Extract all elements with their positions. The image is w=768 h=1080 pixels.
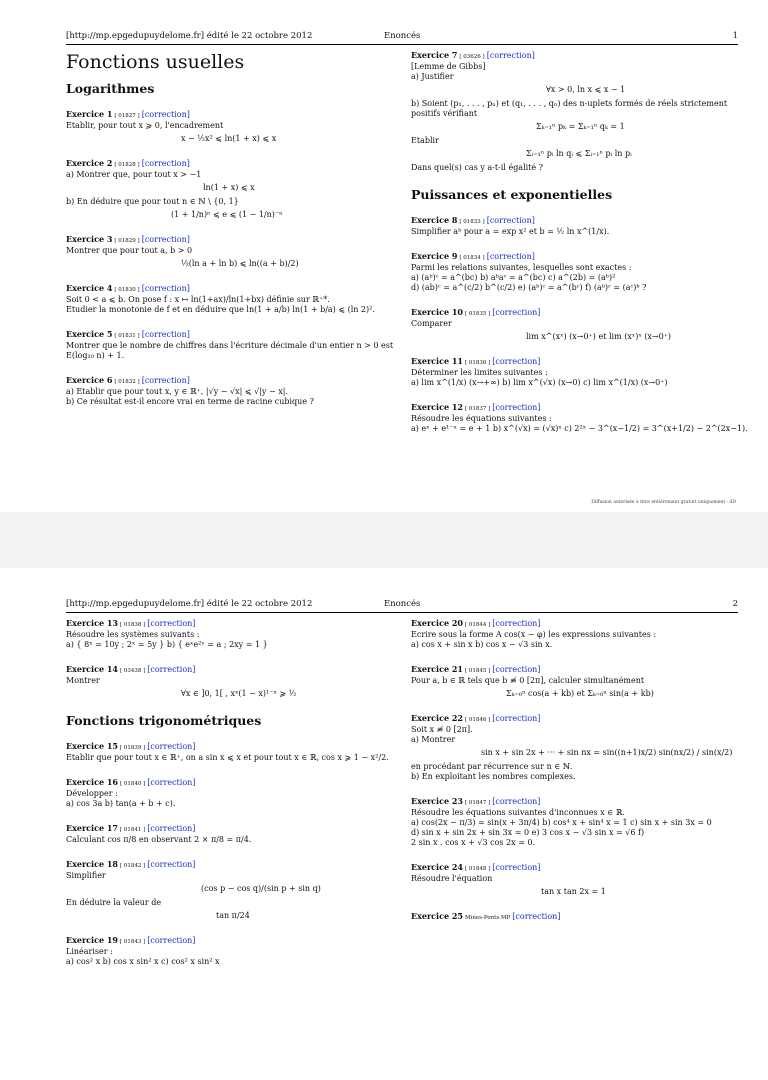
text-line: a) Justifier — [411, 72, 454, 81]
exercise — [66, 823, 384, 845]
exercise-ref: [ 01831 ] — [114, 333, 140, 339]
exercise-title: Exercice 12 — [411, 402, 463, 412]
exercise — [411, 402, 748, 434]
page-header — [66, 30, 738, 45]
exercise-ref: [ 01846 ] — [464, 717, 491, 723]
exercise-ref: [ 01848 ] — [464, 866, 491, 872]
exercise-title: Exercice 20 — [411, 618, 463, 628]
exercise-header — [66, 329, 384, 341]
text-line: Déterminer les limites suivantes : — [411, 368, 548, 377]
exercise — [66, 234, 384, 269]
formula: lim x^(xˣ) (x→0⁺) et lim (xˣ)ˣ (x→0⁺) — [526, 332, 672, 341]
page-2 — [0, 568, 768, 1080]
exercise-ref: [ 01847 ] — [464, 800, 491, 806]
text-line: Etablir — [411, 136, 439, 145]
text-line: d) sin x + sin 2x + sin 3x = 0 e) 3 cos x − √3 sin x = √6 f) — [411, 828, 645, 837]
exercise-ref: [ 01830 ] — [114, 287, 140, 293]
exercise — [66, 664, 384, 699]
exercise-header — [66, 283, 384, 295]
exercise-ref: [ 01835 ] — [464, 311, 491, 317]
correction-link[interactable]: [correction] — [147, 860, 196, 869]
exercise-title: Exercice 16 — [66, 777, 118, 787]
formula: (cos p − cos q)/(sin p + sin q) — [201, 884, 321, 893]
footer-note: Diffusion autorisée à titre entièrement gratuit uniquement - dD — [591, 500, 736, 505]
text-line: a) cos 3a b) tan(a + b + c). — [66, 799, 176, 808]
exercise-header — [411, 713, 729, 725]
exercise — [411, 713, 733, 782]
exercise — [411, 356, 729, 388]
exercise-header — [411, 618, 729, 630]
formula: Σᵢ₌₁ⁿ pᵢ ln qᵢ ⩽ Σᵢ₌₁ⁿ pᵢ ln pᵢ — [526, 149, 632, 158]
exercise — [66, 329, 394, 361]
text-line: Résoudre l'équation — [411, 874, 493, 883]
formula: ln(1 + x) ⩽ x — [203, 183, 255, 192]
exercise — [411, 251, 729, 293]
text-line: en procédant par récurrence sur n ∈ ℕ. — [411, 762, 573, 771]
exercise-title: Exercice 9 — [411, 251, 458, 261]
exercise-title: Exercice 8 — [411, 215, 458, 225]
exercise-ref: [ 01844 ] — [464, 622, 491, 628]
correction-link[interactable]: [correction] — [492, 665, 541, 674]
formula: ∀x ∈ ]0, 1[ , xˣ(1 − x)¹⁻ˣ ⩾ ½ — [181, 689, 297, 698]
exercise-header — [66, 158, 384, 170]
correction-link[interactable]: [correction] — [147, 936, 196, 945]
correction-link[interactable]: [correction] — [492, 863, 541, 872]
exercise-title: Exercice 14 — [66, 664, 118, 674]
exercise-title: Exercice 25 — [411, 911, 463, 921]
correction-link[interactable]: [correction] — [486, 252, 535, 261]
text-line: b) Soient (p₁, . . . , pₙ) et (q₁, . . . , qₙ) des n-uplets formés de réels strictement — [411, 99, 728, 108]
exercise-ref: [ 01827 ] — [114, 113, 140, 119]
exercise-title: Exercice 2 — [66, 158, 113, 168]
correction-link[interactable]: [correction] — [141, 159, 190, 168]
formula: tan π/24 — [216, 911, 250, 920]
exercise-header — [411, 50, 729, 62]
exercise — [411, 618, 729, 650]
exercise-ref: [ 01836 ] — [464, 360, 491, 366]
exercise-header — [66, 375, 384, 387]
exercise-title: Exercice 7 — [411, 50, 458, 60]
exercise — [66, 935, 384, 967]
formula: tan x tan 2x = 1 — [541, 887, 606, 896]
page-number: 1 — [732, 31, 738, 41]
text-line: a) Etablir que pour tout x, y ∈ ℝ⁺, |√y − √x| ⩽ √|y − x|. — [66, 387, 288, 396]
exercise-header — [66, 109, 384, 121]
exercise — [66, 158, 384, 220]
text-line: Etablir que pour tout x ∈ ℝ⁺, on a sin x ⩽ x et pour tout x ∈ ℝ, cos x ⩾ 1 − x²/2. — [66, 753, 389, 762]
exercise-header — [411, 307, 729, 319]
correction-link[interactable]: [correction] — [141, 330, 190, 339]
correction-link[interactable]: [correction] — [492, 357, 541, 366]
exercise-title: Exercice 6 — [66, 375, 113, 385]
exercise-header — [411, 664, 729, 676]
text-line: Résoudre les équations suivantes : — [411, 414, 552, 423]
exercise-title: Exercice 22 — [411, 713, 463, 723]
correction-link[interactable]: [correction] — [141, 235, 190, 244]
exercise-ref: [ 01833 ] — [459, 219, 485, 225]
text-line: positifs vérifiant — [411, 109, 478, 118]
exercise — [66, 741, 389, 763]
text-line: a) cos(2x − π/3) = sin(x + 3π/4) b) cos⁴ x + sin⁴ x = 1 c) sin x + sin 3x = 0 — [411, 818, 712, 827]
page-header — [66, 598, 738, 613]
exercise-header — [411, 402, 729, 414]
exercise-header — [66, 741, 384, 753]
correction-link[interactable]: [correction] — [147, 619, 196, 628]
exercise-ref: [ 01837 ] — [464, 406, 491, 412]
correction-link[interactable]: [correction] — [492, 308, 541, 317]
exercise-ref: [ 01842 ] — [119, 863, 146, 869]
exercise-ref: [ 01838 ] — [119, 622, 146, 628]
exercise-title: Exercice 10 — [411, 307, 463, 317]
text-line: [Lemme de Gibbs] — [411, 62, 486, 71]
exercise-header — [66, 618, 384, 630]
text-line: a) Montrer — [411, 735, 456, 744]
text-line: Soit 0 < a ⩽ b. On pose f : x ↦ ln(1+ax)/ln(1+bx) définie sur ℝ⁺*. — [66, 295, 330, 304]
exercise-title: Exercice 13 — [66, 618, 118, 628]
formula: x − ½x² ⩽ ln(1 + x) ⩽ x — [181, 134, 277, 143]
correction-link[interactable]: [correction] — [147, 665, 196, 674]
text-line: E(log₁₀ n) + 1. — [66, 351, 125, 360]
exercise-title: Exercice 11 — [411, 356, 463, 366]
exercise-ref: [ 01841 ] — [119, 827, 146, 833]
correction-link[interactable]: [correction] — [486, 216, 535, 225]
exercise-title: Exercice 5 — [66, 329, 113, 339]
exercise-ref: [ 01832 ] — [114, 379, 140, 385]
text-line: b) En déduire que pour tout n ∈ ℕ \ {0, 1} — [66, 197, 239, 206]
correction-link[interactable]: [correction] — [492, 714, 541, 723]
formula: Σₖ₌₀ⁿ cos(a + kb) et Σₖ₌₀ⁿ sin(a + kb) — [506, 689, 654, 698]
exercise-title: Exercice 21 — [411, 664, 463, 674]
right-column — [411, 50, 748, 448]
exercise-title: Exercice 4 — [66, 283, 113, 293]
text-line: b) En exploitant les nombres complexes. — [411, 772, 576, 781]
correction-link[interactable]: [correction] — [492, 797, 541, 806]
exercise-header — [66, 777, 384, 789]
exercise — [66, 375, 384, 407]
text-line: Montrer que pour tout a, b > 0 — [66, 246, 193, 255]
exercise-ref: [ 03626 ] — [459, 54, 485, 60]
exercise-title: Exercice 3 — [66, 234, 113, 244]
exercise-ref: [ 01834 ] — [459, 255, 485, 261]
exercise-title: Exercice 17 — [66, 823, 118, 833]
text-line: Résoudre les équations suivantes d'inconnues x ∈ ℝ. — [411, 808, 625, 817]
correction-link[interactable]: [correction] — [512, 912, 561, 921]
page-1 — [0, 0, 768, 512]
section-title: Logarithmes — [66, 81, 155, 96]
exercise — [66, 283, 384, 315]
exercise-header — [66, 935, 384, 947]
exercise-header — [411, 862, 729, 874]
formula: Σₖ₌₁ⁿ pₖ = Σₖ₌₁ⁿ qₖ = 1 — [536, 122, 625, 131]
exercise — [66, 109, 384, 144]
text-line: Soit x ≢ 0 [2π]. — [411, 725, 473, 734]
exercise-title: Exercice 24 — [411, 862, 463, 872]
left-column — [66, 50, 394, 421]
text-line: a) lim x^(1/x) (x→+∞) b) lim x^(√x) (x→0) c) lim x^(1/x) (x→0⁺) — [411, 378, 668, 387]
exercise — [411, 796, 729, 848]
exercise-ref: [ 01829 ] — [114, 238, 140, 244]
header-center: Enoncés — [384, 599, 421, 609]
text-line: Linéariser : — [66, 947, 113, 956]
header-url[interactable]: [http://mp.epgedupuydelome.fr] édité le 22 octobre 2012 — [66, 31, 313, 41]
exercise-ref: [ 03438 ] — [119, 668, 146, 674]
exercise-title: Exercice 15 — [66, 741, 118, 751]
exercise-ref: Mines-Ponts MP — [464, 915, 511, 921]
exercise-header — [66, 234, 384, 246]
text-line: Etablir, pour tout x ⩾ 0, l'encadrement — [66, 121, 224, 130]
exercise-ref: [ 01840 ] — [119, 781, 146, 787]
section-title: Fonctions trigonométriques — [66, 713, 262, 728]
text-line: En déduire la valeur de — [66, 898, 162, 907]
left-column — [66, 618, 389, 981]
text-line: b) Ce résultat est-il encore vrai en terme de racine cubique ? — [66, 397, 314, 406]
text-line: Comparer — [411, 319, 452, 328]
text-line: Calculant cos π/8 en observant 2 × π/8 = π/4. — [66, 835, 252, 844]
exercise — [66, 859, 384, 921]
text-line: a) (aᵇ)ᶜ = a^(bc) b) aᵇaᶜ = a^(bc) c) a^(2b) = (aᵇ)² — [411, 273, 616, 282]
exercise — [411, 862, 729, 897]
correction-link[interactable]: [correction] — [492, 403, 541, 412]
correction-link[interactable]: [correction] — [147, 778, 196, 787]
text-line: Montrer — [66, 676, 100, 685]
text-line: a) cos² x b) cos x sin² x c) cos² x sin² x — [66, 957, 220, 966]
text-line: Pour a, b ∈ ℝ tels que b ≢ 0 [2π], calculer simultanément — [411, 676, 645, 685]
correction-link[interactable]: [correction] — [141, 110, 190, 119]
text-line: d) (ab)ᶜ = a^(c/2) b^(c/2) e) (aᵇ)ᶜ = a^(bᶜ) f) (aᵇ)ᶜ = (aᶜ)ᵇ ? — [411, 283, 647, 292]
page-title: Fonctions usuelles — [66, 51, 245, 73]
exercise-ref: [ 01839 ] — [119, 745, 146, 751]
text-line: a) Montrer que, pour tout x > −1 — [66, 170, 202, 179]
correction-link[interactable]: [correction] — [492, 619, 541, 628]
exercise-header — [411, 911, 729, 923]
exercise-header — [411, 215, 729, 227]
exercise-ref: [ 01845 ] — [464, 668, 491, 674]
text-line: Simplifier aᵇ pour a = exp x² et b = ½ ln x^(1/x). — [411, 227, 610, 236]
page-number: 2 — [732, 599, 738, 609]
text-line: Développer : — [66, 789, 118, 798]
text-line: Etudier la monotonie de f et en déduire que ln(1 + a/b) ln(1 + b/a) ⩽ (ln 2)². — [66, 305, 375, 314]
exercise-header — [411, 251, 729, 263]
header-center: Enoncés — [384, 31, 421, 41]
text-line: Montrer que le nombre de chiffres dans l'écriture décimale d'un entier n > 0 est — [66, 341, 394, 350]
exercise-header — [411, 356, 729, 368]
exercise-title: Exercice 19 — [66, 935, 118, 945]
exercise-header — [66, 664, 384, 676]
exercise — [66, 618, 384, 650]
text-line: a) { 8ˣ = 10y ; 2ˣ = 5y } b) { eˣe²ʸ = a ; 2xy = 1 } — [66, 640, 268, 649]
exercise — [411, 664, 729, 699]
text-line: Ecrire sous la forme A cos(x − φ) les expressions suivantes : — [411, 630, 657, 639]
header-url[interactable]: [http://mp.epgedupuydelome.fr] édité le 22 octobre 2012 — [66, 599, 313, 609]
exercise — [411, 911, 729, 923]
exercise — [411, 307, 729, 342]
text-line: a) eˣ + e¹⁻ˣ = e + 1 b) x^(√x) = (√x)ˣ c) 2²ˣ − 3^(x−1/2) = 3^(x+1/2) − 2^(2x−1). — [411, 424, 748, 433]
text-line: 2 sin x . cos x + √3 cos 2x = 0. — [411, 838, 536, 847]
text-line: a) cos x + sin x b) cos x − √3 sin x. — [411, 640, 553, 649]
page-gap — [0, 512, 768, 568]
exercise — [411, 50, 729, 173]
text-line: Dans quel(s) cas y a-t-il égalité ? — [411, 163, 543, 172]
exercise — [411, 215, 729, 237]
exercise-ref: [ 01843 ] — [119, 939, 146, 945]
section-title: Puissances et exponentielles — [411, 187, 613, 202]
formula: ½(ln a + ln b) ⩽ ln((a + b)/2) — [181, 259, 299, 268]
correction-link[interactable]: [correction] — [141, 376, 190, 385]
text-line: Parmi les relations suivantes, lesquelles sont exactes : — [411, 263, 632, 272]
formula: (1 + 1/n)ⁿ ⩽ e ⩽ (1 − 1/n)⁻ⁿ — [171, 210, 283, 219]
exercise-header — [66, 823, 384, 835]
text-line: Résoudre les systèmes suivants : — [66, 630, 200, 639]
right-column — [411, 618, 733, 937]
exercise — [66, 777, 384, 809]
exercise-header — [66, 859, 384, 871]
exercise-title: Exercice 1 — [66, 109, 113, 119]
formula: sin x + sin 2x + ··· + sin nx = sin((n+1)x/2) sin(nx/2) / sin(x/2) — [481, 748, 733, 757]
formula: ∀x > 0, ln x ⩽ x − 1 — [546, 85, 626, 94]
exercise-ref: [ 01828 ] — [114, 162, 140, 168]
text-line: Simplifier — [66, 871, 106, 880]
correction-link[interactable]: [correction] — [147, 742, 196, 751]
correction-link[interactable]: [correction] — [141, 284, 190, 293]
exercise-header — [411, 796, 729, 808]
exercise-title: Exercice 23 — [411, 796, 463, 806]
correction-link[interactable]: [correction] — [147, 824, 196, 833]
correction-link[interactable]: [correction] — [486, 51, 535, 60]
exercise-title: Exercice 18 — [66, 859, 118, 869]
